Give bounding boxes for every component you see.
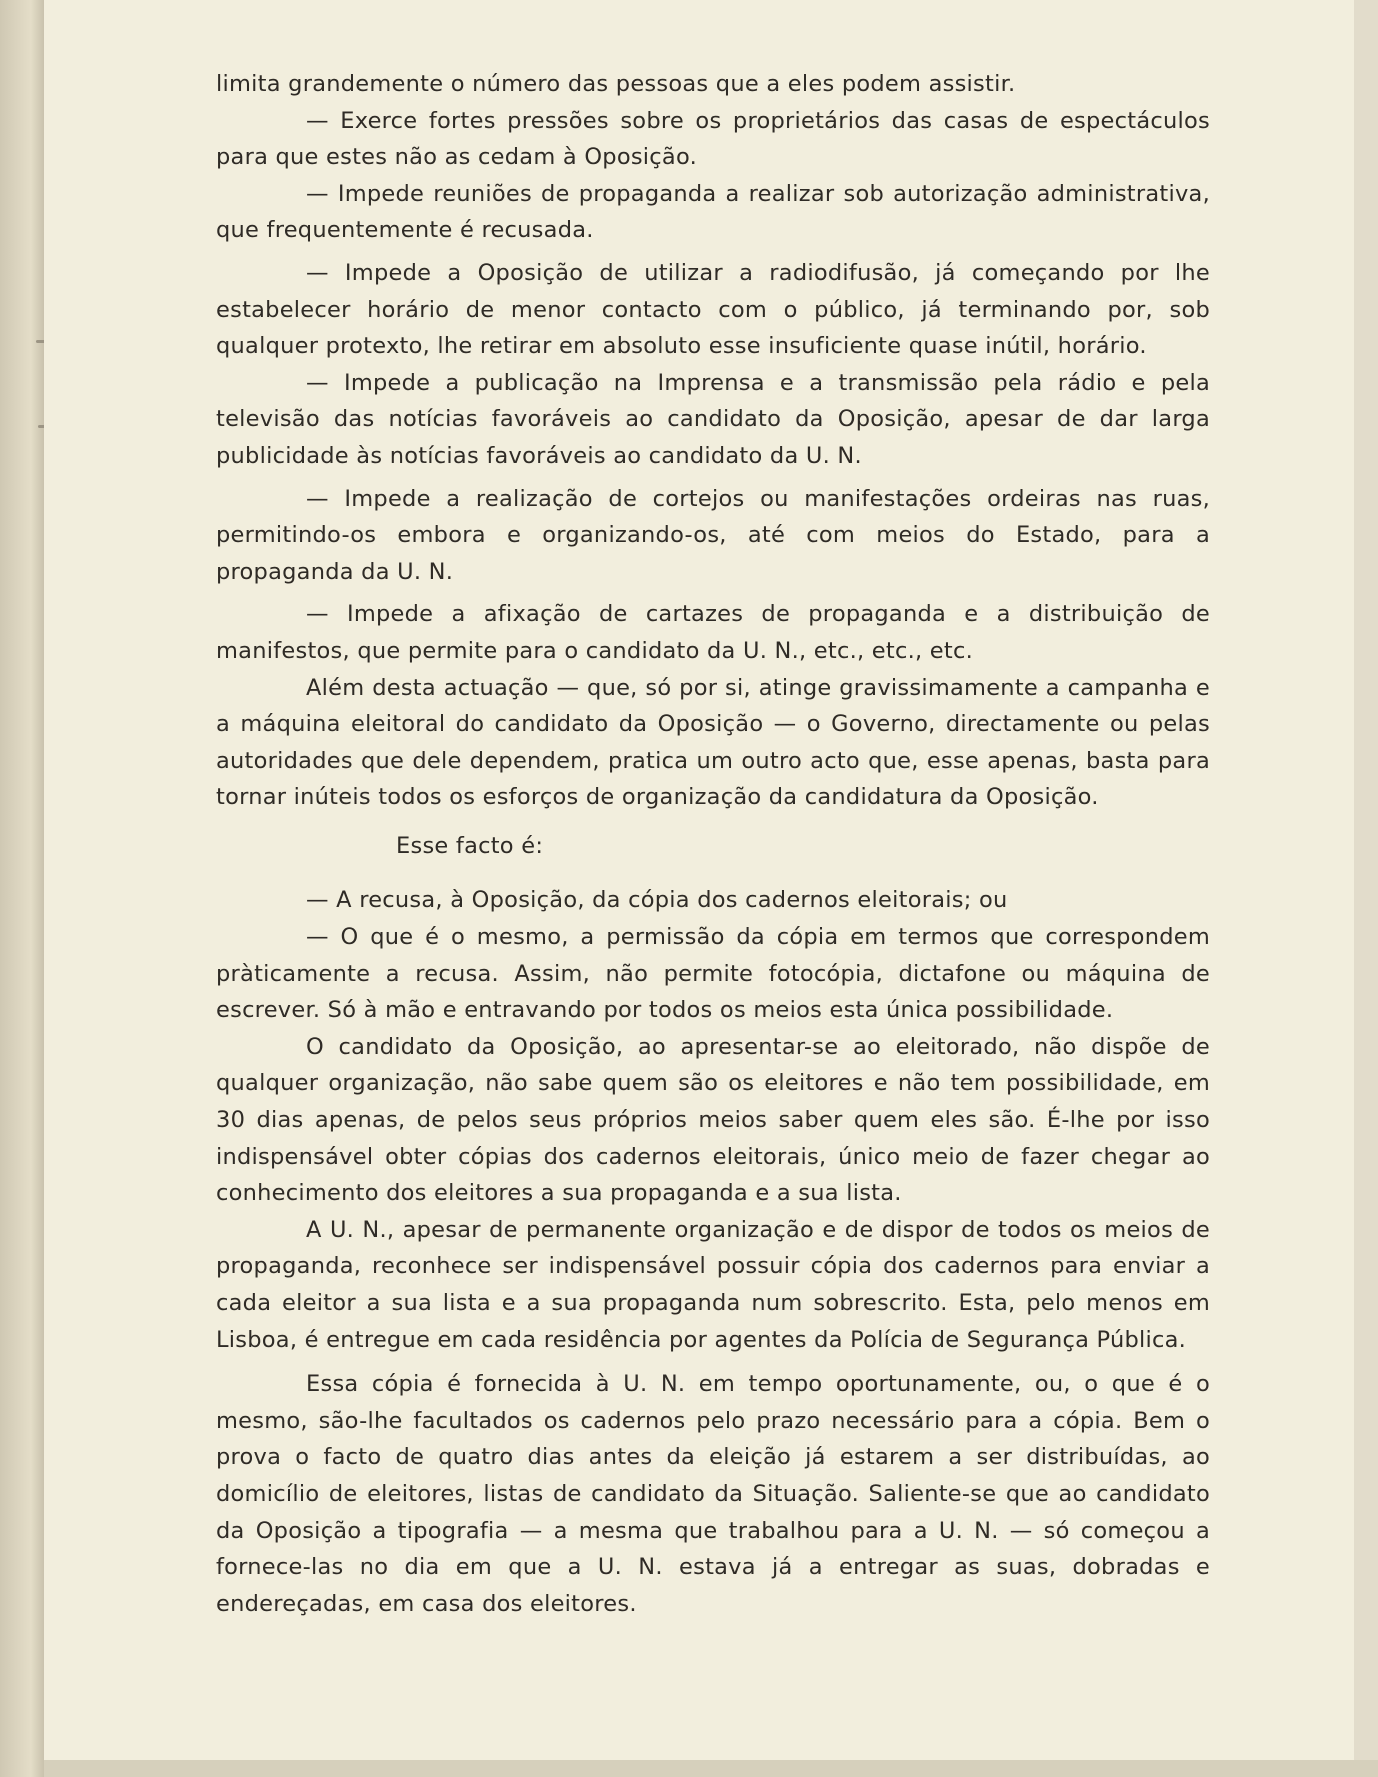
paragraph-radio: — Impede a Oposição de utilizar a radiodifusão, já começando por lhe estabelecer horário de menor contacto com o público, já terminando por, sob qualquer protexto, lhe retirar em absoluto esse insuficiente quase inútil, horário. xyxy=(216,259,1210,360)
paragraph-copy-provided: Essa cópia é fornecida à U. N. em tempo oportunamente, ou, o que é o mesmo, são-lhe facultados os cadernos pelo prazo necessário para a cópia. Bem o prova o facto de quatro dias antes da eleição já estarem a ser distribuídas, ao domicílio de eleitores, listas de candidato da Situação. Saliente-se que ao candidato da Oposição a tipografia — a mesma que trabalhou para a U. N. — só começou a fornece-las no dia em que a U. N. estava já a entregar as suas, dobradas e endereçadas, em casa dos eleitores. xyxy=(216,1371,1210,1617)
document-body xyxy=(216,66,1210,1622)
paragraph-parades: — Impede a realização de cortejos ou manifestações ordeiras nas ruas, permitindo-os embora e organizando-os, até com meios do Estado, para a propaganda da U. N. xyxy=(216,485,1210,585)
paragraph-refusal: — A recusa, à Oposição, da cópia dos cadernos eleitorais; ou xyxy=(306,887,1008,914)
page-bottom-edge xyxy=(44,1760,1378,1777)
paragraph-press: — Impede a publicação na Imprensa e a transmissão pela rádio e pela televisão das notícias favoráveis ao candidato da Oposição, apesar de dar larga publicidade às notícias favoráveis ao candidato da U. N. xyxy=(216,369,1210,469)
paragraph-pressures: — Exerce fortes pressões sobre os proprietários das casas de espectáculos para que estes não as cedam à Oposição. xyxy=(216,107,1210,171)
page-right-edge xyxy=(1354,0,1378,1777)
paragraph-candidate: O candidato da Oposição, ao apresentar-se ao eleitorado, não dispõe de qualquer organização, não sabe quem são os eleitores e não tem possibilidade, em 30 dias apenas, de pelos seus próprios meios saber quem eles são. É-lhe por isso indispensável obter cópias dos cadernos eleitorais, único meio de fazer chegar ao conhecimento dos eleitores a sua propaganda e a sua lista. xyxy=(216,1033,1210,1207)
paragraph-copy-terms: — O que é o mesmo, a permissão da cópia em termos que correspondem pràticamente a recusa. Assim, não permite fotocópia, dictafone ou máquina de escrever. Só à mão e entravando por todos os meios esta única possibilidade. xyxy=(216,924,1210,1024)
paragraph-un-organization: A U. N., apesar de permanente organização e de dispor de todos os meios de propaganda, reconhece ser indispensável possuir cópia dos cadernos para enviar a cada eleitor a sua lista e a sua propaganda num sobrescrito. Esta, pelo menos em Lisboa, é entregue em cada residência por agentes da Polícia de Segurança Pública. xyxy=(216,1216,1210,1353)
paragraph-posters: — Impede a afixação de cartazes de propaganda e a distribuição de manifestos, que permite para o candidato da U. N., etc., etc., etc. xyxy=(216,601,1210,664)
paragraph-continuation: limita grandemente o número das pessoas que a eles podem assistir. xyxy=(216,71,1016,97)
paragraph-meetings: — Impede reuniões de propaganda a realizar sob autorização administrativa, que frequentemente é recusada. xyxy=(216,180,1210,244)
binding-edge xyxy=(0,0,44,1777)
paragraph-heading-fact: Esse facto é: xyxy=(396,832,544,859)
paragraph-government-act: Além desta actuação — que, só por si, atinge gravissimamente a campanha e a máquina eleitoral do candidato da Oposição — o Governo, directamente ou pelas autoridades que dele dependem, pratica um outro acto que, esse apenas, basta para tornar inúteis todos os esforços de organização da candidatura da Oposição. xyxy=(216,674,1210,811)
